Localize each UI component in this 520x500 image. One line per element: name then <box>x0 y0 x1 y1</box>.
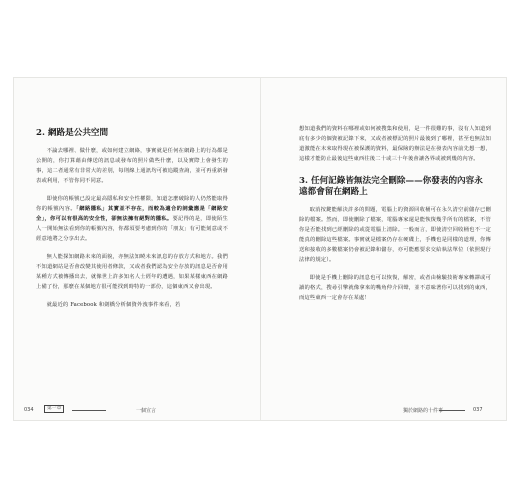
right-paragraph-2: 即使是手機上刪除的訊息也可以恢復，解密，或者由檢驗技術專家轉譯或可讀的格式，搜尋引擎就像拿來的嘴角仲介回聲，並不意味著你可以找到的東西，而這些東西一定會存在某處！ <box>299 275 491 301</box>
chapter-box: 第一章 <box>44 405 64 413</box>
right-running-head: 獨於網路的十件事 <box>403 408 444 414</box>
left-page-number: 034 <box>24 407 34 413</box>
right-text-column <box>299 124 491 311</box>
left-paragraph-2: 即使你的帳號已設定最高隱私和安全性權限，知道怎麼破除的人仍然能取得你的帳號內容。「網路隱私」其實並不存在，而較為適合的詞彙應是「網路安全」，你可以有很高的安全性，卻無法擁有絕對的隱私。要記得的是，即使陌生人一開始無法看到你的帳號內容，你都須要考慮到你的「朋友」有可能刻意或不經意地將之分享出去。 <box>36 196 228 242</box>
emphasis-text: 「網路隱私」其實並不存在，而較為適合的詞彙應是「網路安全」，你可以有很高的安全性，卻無法擁有絕對的隱私。 <box>36 206 228 222</box>
right-intro-paragraph: 想知道我們的資料在哪裡或如何被搜集和使用，是一件很難的事，沒有人知道到底有多少的個資被記錄下來，又或者被標記的照片最後到了哪裡，甚至也無法知道激能在未來取得現在被保護的資料，最保險的辦法是在發表內容前先想一想，這樣才能防止最後這些東西往後二十或三十年後會讓各界或被到幾的內容。 <box>299 126 491 162</box>
right-footer-rule <box>439 410 465 411</box>
left-section-heading: 2. 網路是公共空間 <box>36 128 109 138</box>
left-paragraph-1: 不論去哪裡、做什麼，或如何建立網絡，事實就是任何在網路上的行為都是公開的，你打算藉由傳送的訊息或發布的照片做些什麼，以及實際上會發生的事，這二者通常有非常大的差別，每則線上通訊均可被追蹤查詢，並可再重新發表或利用，不管你同不同意。 <box>36 148 228 184</box>
right-section-heading: 3. 任何記錄皆無法完全刪除——你發表的內容永遠都會留在網路上 <box>299 176 483 197</box>
right-paragraph-1: 取消按鍵能解決許多的問題，電腦上的資源回收桶可在永久清空前儲存已刪除的檔案。然而，即使刪除了檔案，電腦專家還是能恢復幾乎所有的檔案，不管你是否能找到已經刪除的或從電腦上清除。一般而言，即使清空回收桶也不一定能真的刪除這些檔案。事實就是檔案仍存在硬碟上，手機也是同樣的道理，你傳送和接收的多數檔案仍會被記錄和儲存，亦可能應要求交給執法單位（依照現行法律的規定）。 <box>299 207 491 263</box>
left-paragraph-4: 就最近的 Facebook 和劍橋分析個資外洩事件來看，若 <box>46 302 181 308</box>
left-paragraph-3: 無人能探知網路未來的面貌，亦無法知曉未來訊息的存放方式和地方。我們不知道網站是否會改變其使用者條款，又或者我們認為安全存放的訊息是否會用某種方式被傳播出去，就像世上許多知名人士經年的遭遇，如果某樣東西在網路上備了份，那麼在某個地方很可能找到時特的一部份，這個東西又會出現。 <box>36 254 228 290</box>
left-section-label <box>44 405 64 413</box>
left-footer-rule <box>72 410 106 411</box>
left-running-head: 一個宣言 <box>136 408 157 414</box>
book-spread <box>14 78 506 420</box>
left-page <box>14 78 260 420</box>
right-page-number: 037 <box>473 407 483 413</box>
right-page <box>261 78 507 420</box>
left-text-column <box>36 128 228 318</box>
